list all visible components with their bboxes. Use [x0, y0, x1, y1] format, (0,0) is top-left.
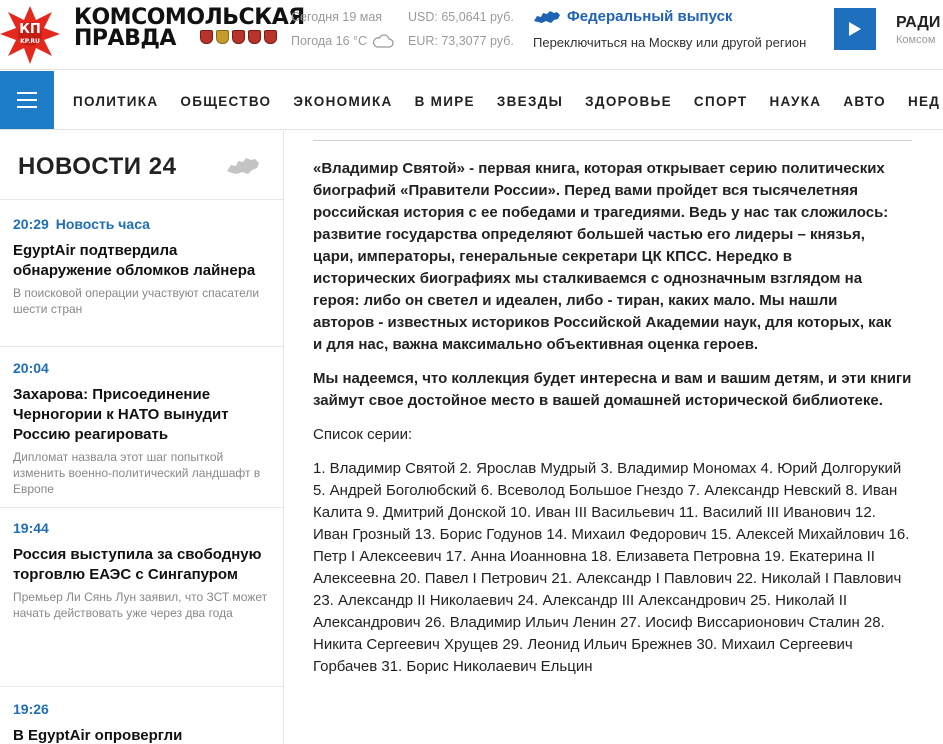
russia-map-icon	[226, 155, 260, 177]
article-paragraph: Мы надеемся, что коллекция будет интересна и вам и вашим детям, и эти книги займут свое достойное место в вашей домашней исторической библиотеке.	[313, 370, 912, 409]
weather[interactable]	[291, 34, 394, 48]
burger-line	[17, 92, 37, 94]
radio-play-button[interactable]	[834, 8, 876, 50]
site-header	[0, 0, 943, 70]
news-title[interactable]: EgyptAir подтвердила обнаружение обломков лайнера	[13, 242, 256, 279]
divider	[0, 507, 283, 508]
nav-item-realty[interactable]: НЕД	[907, 94, 941, 109]
series-list-heading: Список серии:	[313, 426, 413, 443]
series-list: 1. Владимир Святой 2. Ярослав Мудрый 3. Владимир Мономах 4. Юрий Долгорукий 5. Андрей Боголюбский 6. Всеволод Большое Гнездо 7. Александр Невский 8. Иван Калита 9. Дмитрий Донской 10. Иван III Васильевич 11. Василий III Иванович 12. Иван Грозный 13. Борис Годунов 14. Михаил Федорович 15. Алексей Михайлович 16. Петр I Алексеевич 17. Анна Иоанновна 18. Елизавета Петровна 19. Екатерина II Алексеевна 20. Павел I Петрович 21. Александр I Павлович 22. Николай I Павлович 23. Александр II Николаевич 24. Александр III Александрович 25. Николай II Александрович 26. Владимир Ильич Ленин 27. Иосиф Виссарионович Сталин 28. Никита Сергеевич Хрущев 29. Леонид Ильич Брежнев 30. Михаил Сергеевич Горбачев 31. Борис Николаевич Ельцин	[313, 460, 910, 675]
cloud-icon	[372, 34, 394, 48]
play-icon	[848, 21, 862, 37]
menu-button[interactable]	[0, 71, 54, 129]
order-icon	[248, 30, 261, 44]
divider	[0, 346, 283, 347]
russia-map-icon	[533, 9, 561, 25]
article-body	[313, 158, 923, 678]
main-nav	[0, 70, 943, 130]
news-time: 19:26	[13, 701, 49, 717]
nav-item-health[interactable]: ЗДОРОВЬЕ	[585, 94, 672, 109]
nav-items	[73, 94, 943, 109]
news-item[interactable]	[13, 216, 275, 317]
news-time: 19:44	[13, 520, 49, 536]
divider	[313, 140, 912, 141]
news-item[interactable]	[13, 360, 275, 497]
nav-item-politics[interactable]: ПОЛИТИКА	[73, 94, 159, 109]
nav-item-sport[interactable]: СПОРТ	[693, 94, 748, 109]
logo-badge-sub: KP.RU	[20, 38, 40, 45]
news-sidebar	[0, 131, 284, 744]
usd-rate: USD: 65,0641 руб.	[408, 10, 514, 24]
article-paragraph: «Владимир Святой» - первая книга, которая открывает серию политических биографий «Правители России». Перед вами пройдет вся тысячелетняя российская история с ее победами и трагедиями. Ведь у нас так сложилось: развитие государства определяют большей частью его лидеры – князья, цари, императоры, генеральные секретари ЦК КПСС. Нередко в исторических биографиях мы сталкиваемся с однозначным взглядом на героя: либо он светел и идеален, либо - тиран, каких мало. Мы нашли авторов - известных историков Российской Академии наук, для которых, как и для нас, важна максимально объективная оценка героев.	[313, 160, 892, 353]
news-time: 20:04	[13, 360, 49, 376]
news-title[interactable]: Захарова: Присоединение Черногории к НАТО вынудит Россию реагировать	[13, 386, 229, 443]
nav-item-science[interactable]: НАУКА	[769, 94, 822, 109]
news-lead: Дипломат назвала этот шаг попыткой изменить военно-политический ландшафт в Европе	[13, 450, 261, 496]
radio-label[interactable]: РАДИ	[896, 14, 941, 31]
sidebar-title[interactable]: НОВОСТИ 24	[18, 153, 177, 180]
news-lead: Премьер Ли Сянь Лун заявил, что ЗСТ может начать действовать уже через два года	[13, 590, 268, 620]
radio-subtitle: Комсом	[896, 34, 936, 46]
nav-item-economy[interactable]: ЭКОНОМИКА	[293, 94, 393, 109]
nav-item-society[interactable]: ОБЩЕСТВО	[180, 94, 272, 109]
news-lead: В поисковой операции участвуют спасатели шести стран	[13, 286, 260, 316]
nav-item-auto[interactable]: АВТО	[843, 94, 886, 109]
eur-rate: EUR: 73,3077 руб.	[408, 34, 514, 48]
divider	[0, 199, 283, 200]
today-date: Сегодня 19 мая	[291, 10, 383, 24]
region-title[interactable]: Федеральный выпуск	[567, 8, 733, 25]
news-time: 20:29	[13, 216, 49, 232]
order-icon	[232, 30, 245, 44]
news-item[interactable]	[13, 520, 275, 621]
news-tag[interactable]: Новость часа	[55, 216, 150, 232]
burger-line	[17, 106, 37, 108]
news-item[interactable]	[13, 701, 275, 744]
weather-text: Погода 16 °С	[291, 34, 368, 48]
logo-badge: КП	[19, 22, 41, 37]
burger-line	[17, 99, 37, 101]
order-icon	[200, 30, 213, 44]
news-title[interactable]: Россия выступила за свободную торговлю ЕАЭС с Сингапуром	[13, 546, 262, 583]
region-switcher[interactable]	[533, 8, 806, 50]
orders-icons	[200, 30, 277, 44]
region-subtitle[interactable]: Переключиться на Москву или другой регион	[533, 35, 807, 50]
logo-line-1: КОМСОМОЛЬСКАЯ	[74, 5, 305, 30]
nav-item-world[interactable]: В МИРЕ	[414, 94, 475, 109]
kp-logo-icon[interactable]	[0, 4, 60, 64]
order-icon	[264, 30, 277, 44]
news-title[interactable]: В EgyptAir опровергли	[13, 727, 183, 744]
divider	[0, 686, 283, 687]
nav-item-stars[interactable]: ЗВЕЗДЫ	[496, 94, 564, 109]
order-icon	[216, 30, 229, 44]
logo-line-2: ПРАВДА	[74, 26, 176, 51]
